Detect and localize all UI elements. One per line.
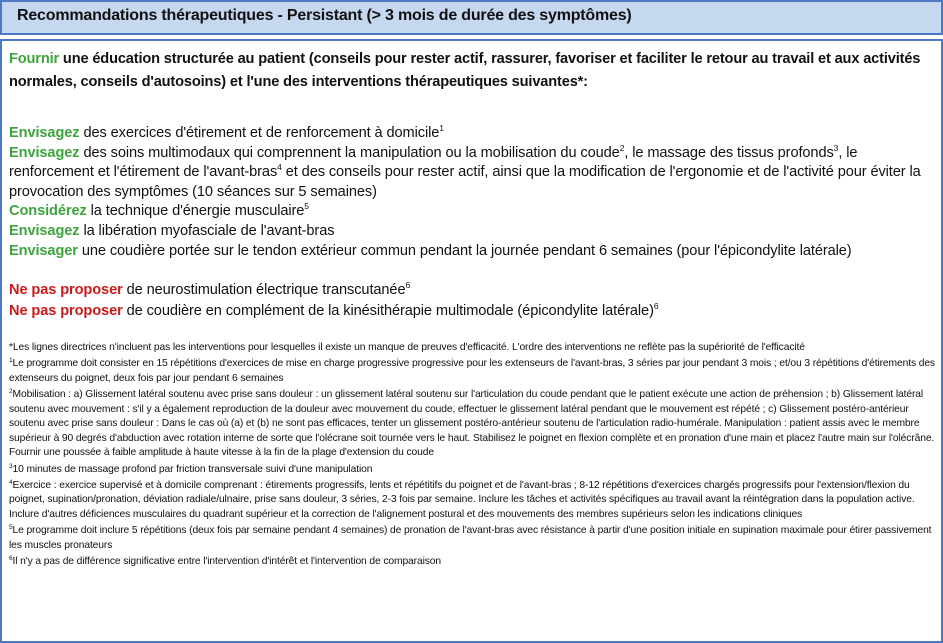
footnote-text: Le programme doit inclure 5 répétitions (deux fois par semaine pendant 4 semaines) de pronation de l'avant-bras avec résistance à partir d'une position initiale en supination maximale pour étirer passivement les muscles pronateurs [9,525,932,551]
footnote-text: Il n'y a pas de différence significative entre l'intervention d'intérêt et l'intervention de comparaison [12,555,441,567]
recommendation-verb: Considérez [9,203,87,220]
recommendation-text: des soins multimodaux qui comprennent la manipulation ou la mobilisation du coude [79,144,620,161]
footnote-ref: 2 [619,142,625,153]
recommendation-text: des exercices d'étirement et de renforcement à domicile [79,125,440,141]
not-recommended-text: de neurostimulation électrique transcutanée [122,282,406,298]
footnote-ref: 3 [833,142,839,153]
footnote [9,479,935,523]
recommendation-verb: Envisagez [9,222,80,239]
header-banner [0,0,943,35]
footnote-number: 1 [9,357,13,365]
intro-paragraph [9,48,935,94]
footnote-ref: 6 [405,280,411,290]
recommendation-item [9,124,935,144]
recommendations-panel [0,39,943,643]
recommendation-text: , le renforcement et l'étirement de l'avant-bras [9,144,858,181]
recommendation-item [9,222,935,242]
footnote-ref: 4 [277,162,282,173]
footnote [9,357,935,386]
footnote-ref: 6 [653,301,659,311]
recommendation-text: la libération myofasciale de l'avant-bras [79,222,335,239]
not-recommended-item [9,301,935,322]
recommendation-verb: Envisager [9,242,78,259]
recommendation-text: une coudière portée sur le tendon extérieur commun pendant la journée pendant 6 semaines (pour l'épicondylite latérale) [77,242,852,259]
intro-text: une éducation structurée au patient (conseils pour rester actif, rassurer, favoriser et faciliter le retour au travail et aux activités normales, conseils d'autosoins) et l'une des interventions thérapeutiques suivantes*: [9,51,921,90]
recommendation-item [9,144,935,203]
not-recommended-verb: Ne pas proposer [9,303,123,319]
recommendation-text: , le massage des tissus profonds [624,144,834,161]
footnote-text: Le programme doit consister en 15 répétitions d'exercices de mise en charge progressive progressive pour les extenseurs de l'avant-bras, 3 séries par jour pendant 3 mois ; et/ou 3 répétitions d'étirements des extenseurs du poignet, deux fois par jour pendant 6 semaines [9,358,935,384]
recommendation-text: et des conseils pour rester actif, ainsi que la modification de l'ergonomie et de l'activité pour éviter la provocation des symptômes (10 séances sur 5 semaines) [9,164,921,200]
recommendation-verb: Envisagez [9,125,80,141]
footnote-number: 2 [9,387,13,395]
footnote-star: *Les lignes directrices n'incluent pas les interventions pour lesquelles il existe un manque de preuves d'efficacité. L'ordre des interventions ne reflète pas la supériorité de l'efficacité [9,342,805,353]
footnote [9,388,935,461]
page-title: Recommandations thérapeutiques - Persistant (> 3 mois de durée des symptômes) [17,7,632,24]
footnote-ref: 5 [304,201,309,212]
footnote [9,463,935,478]
recommendation-item [9,202,935,222]
footnote-ref: 1 [439,123,444,133]
recommendation-list [9,124,935,261]
footnote-text: Mobilisation : a) Glissement latéral soutenu avec prise sans douleur : un glissement latéral soutenu sur l'articulation du coude pendant que le patient exécute une action de préhension ; b) Glissement latéral soutenu avec mouvement : s'il y a également reproduction de la douleur avec mouvement du coude, effectuer le glissement latéral pendant que le mouvement est répété ; c) Glissement postéro-antérieur soutenu avec prise sans douleur : Dans le cas où (a) et (b) ne sont pas efficaces, tenter un glissement postéro-antérieur soutenu de l'articulation radio-humérale. Manipulation : patient assis avec le membre supérieur à 90 degrés d'abduction avec rotation interne de sorte que l'olécrane soit tournée vers le haut. Stabilisez le poignet en flexion complète et en pronation d'une main et placez l'autre main sur l'olécrâne. Fournir une poussée à faible amplitude à haute vitesse à la fin de la plage d'extension du coude [9,388,935,459]
intro-verb: Fournir [9,51,60,67]
footnote-text: 10 minutes de massage profond par friction transversale suivi d'une manipulation [12,463,373,475]
footnote [9,524,935,553]
footnotes [9,341,935,571]
recommendation-verb: Envisagez [9,144,80,161]
footnote-number: 3 [9,462,13,470]
recommendation-item [9,242,935,262]
footnote-text: Exercice : exercice supervisé et à domicile comprenant : étirements progressifs, lents et répétitifs du poignet et de l'avant-bras ; 8-12 répétitions d'exercices chargés progressifs pour l'extension/flexion du poignet, supination/pronation, déviation radiale/ulnaire, prise sans douleur, 3 séries, 2-3 fois par semaine. Inclure les tâches et activités spécifiques au travail avant la réintégration dans la population active. Inclure d'autres déficiences musculaires du quadrant supérieur et la correction de l'alignement postural et des mouvements des membres supérieurs selon les indications cliniques [9,479,915,520]
footnote-number: 5 [9,524,13,532]
not-recommended-list [9,280,935,322]
footnote-number: 4 [9,478,13,486]
footnote-number: 6 [9,554,13,562]
not-recommended-verb: Ne pas proposer [9,282,123,298]
not-recommended-text: de coudière en complément de la kinésithérapie multimodale (épicondylite latérale) [122,303,654,319]
footnote [9,555,935,570]
not-recommended-item [9,280,935,301]
recommendation-text: la technique d'énergie musculaire [86,203,305,220]
